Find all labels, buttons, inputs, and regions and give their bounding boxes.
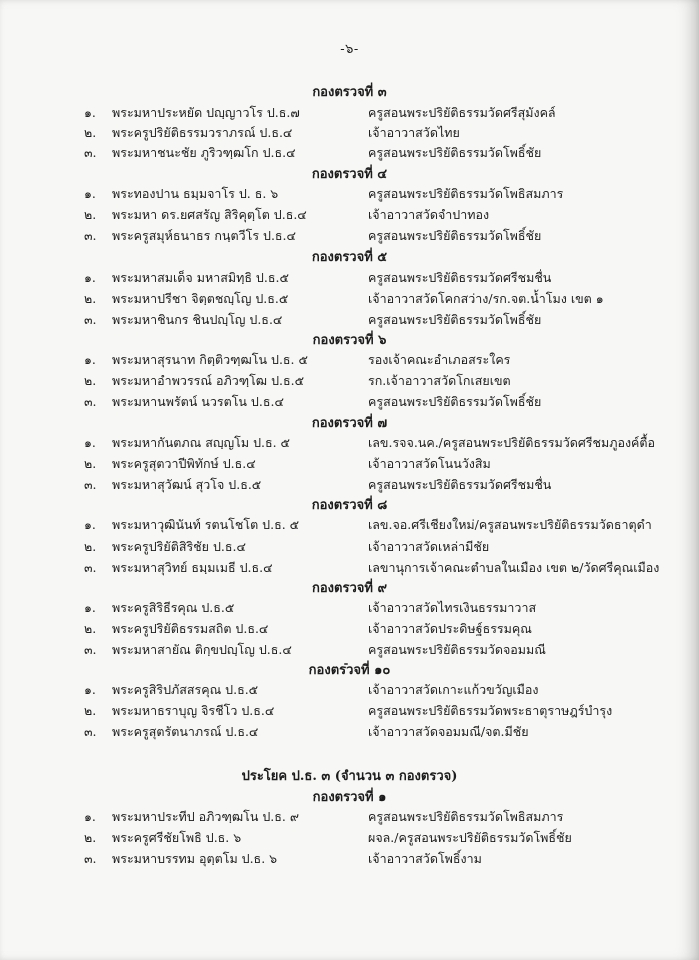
item-number: ๓.	[84, 724, 97, 739]
examiner-position: เจ้าอาวาสวัดประดิษฐ์ธรรมคุณ	[368, 621, 532, 636]
examiner-name: พระมหาประทีป อภิวฑฺฒโน ป.ธ. ๙	[112, 809, 299, 824]
examiner-name: พระมหาชินกร ชินปญฺโญ ป.ธ.๔	[112, 312, 283, 327]
examiner-position: รองเจ้าคณะอำเภอสระใคร	[368, 352, 511, 367]
examiner-position: ครูสอนพระปริยัติธรรมวัดโพธิ์ชัย	[368, 228, 542, 243]
examiner-position: เจ้าอาวาสวัดโคกสว่าง/รก.จต.น้ำโมง เขต ๑	[368, 291, 604, 306]
examiner-name: พระมหาธราบุญ จิรชีโว ป.ธ.๔	[112, 703, 275, 718]
examiner-name: พระมหาสุวิทย์ ธมฺมเมธี ป.ธ.๔	[112, 560, 273, 575]
item-number: ๓.	[84, 312, 97, 327]
item-number: ๒.	[84, 621, 97, 636]
examiner-name: พระมหาบรรทม อุตฺตโม ป.ธ. ๖	[112, 851, 278, 866]
examiner-position: ครูสอนพระปริยัติธรรมวัดโพธิสมภาร	[368, 809, 564, 824]
examiner-name: พระครูสมุห์ธนาธร กนฺตวีโร ป.ธ.๔	[112, 228, 296, 243]
examiner-name: พระมหาสุรนาท กิตฺติวฑฺฒโน ป.ธ. ๕	[112, 352, 308, 367]
examiner-name: พระมหาวุฒินันท์ รตนโชโต ป.ธ. ๕	[112, 517, 300, 532]
examiner-name: พระครูปริยัติสิริชัย ป.ธ.๔	[112, 539, 246, 554]
examiner-position: ครูสอนพระปริยัติธรรมวัดโพธิ์ชัย	[368, 394, 542, 409]
examiner-position: เลข.จอ.ศรีเชียงใหม่/ครูสอนพระปริยัติธรรมวัดธาตุดำ	[368, 517, 652, 532]
item-number: ๒.	[84, 207, 97, 222]
item-number: ๓.	[84, 477, 97, 492]
item-number: ๓.	[84, 851, 97, 866]
item-number: ๑.	[84, 435, 96, 450]
group-heading: กองตรวจที่ ๕	[311, 250, 388, 265]
examiner-position: เจ้าอาวาสวัดโนนวังสิม	[368, 456, 491, 471]
item-number: ๒.	[84, 125, 97, 140]
section-title: ประโยค ป.ธ. ๓ (จำนวน ๓ กองตรวจ)	[241, 769, 458, 784]
examiner-name: พระมหาชนะชัย ภูริวฑฺฒโก ป.ธ.๔	[112, 145, 296, 160]
examiner-position: ครูสอนพระปริยัติธรรมวัดศรีสุมังคล์	[368, 105, 556, 120]
examiner-name: พระมหาสุวัฒน์ สุวโจ ป.ธ.๕	[112, 477, 262, 492]
item-number: ๑.	[84, 186, 96, 201]
examiner-position: เจ้าอาวาสวัดเกาะแก้วขวัญเมือง	[368, 682, 539, 697]
item-number: ๒.	[84, 373, 97, 388]
examiner-name: พระมหาประหยัด ปญฺญาวโร ป.ธ.๗	[112, 105, 300, 120]
item-number: ๑.	[84, 682, 96, 697]
examiner-position: เจ้าอาวาสวัดเหล่ามีชัย	[368, 539, 490, 554]
examiner-position: รก.เจ้าอาวาสวัดโกเสยเขต	[368, 373, 511, 388]
examiner-name: พระครูศรีชัยโพธิ ป.ธ. ๖	[112, 830, 242, 845]
group-heading: กองตรวจที่ ๔	[311, 167, 388, 182]
item-number: ๒.	[84, 539, 97, 554]
item-number: ๓.	[84, 145, 97, 160]
item-number: ๓.	[84, 560, 97, 575]
item-number: ๓.	[84, 228, 97, 243]
examiner-name: พระมหา ดร.ยศสรัญ สิริคุตฺโต ป.ธ.๔	[112, 207, 307, 222]
examiner-name: พระทองปาน ธมฺมจาโร ป. ธ. ๖	[112, 186, 279, 201]
examiner-position: เจ้าอาวาสวัดไทย	[368, 125, 460, 140]
examiner-position: เจ้าอาวาสวัดจอมมณี/จต.มีชัย	[368, 724, 529, 739]
examiner-name: พระครูสุตรัตนาภรณ์ ป.ธ.๔	[112, 724, 259, 739]
examiner-position: เจ้าอาวาสวัดจำปาทอง	[368, 207, 490, 222]
group-heading: กองตรวจที่ ๘	[311, 498, 388, 513]
page-number: -๖-	[340, 42, 359, 57]
examiner-name: พระครูปริยัติธรรมสถิต ป.ธ.๔	[112, 621, 269, 636]
item-number: ๒.	[84, 703, 97, 718]
group-heading: กองตรวจที่ ๗	[311, 416, 388, 431]
examiner-position: เลข.รจจ.นค./ครูสอนพระปริยัติธรรมวัดศรีชมภูองค์ตื้อ	[368, 435, 656, 450]
examiner-name: พระมหาปรีชา จิตฺตชญฺโญ ป.ธ.๕	[112, 291, 289, 306]
examiner-name: พระมหากันตภณ สญฺญโม ป.ธ. ๕	[112, 435, 291, 450]
examiner-position: ครูสอนพระปริยัติธรรมวัดศรีชมชื่น	[368, 270, 552, 285]
examiner-name: พระครูปริยัติธรรมวราภรณ์ ป.ธ.๔	[112, 125, 293, 140]
examiner-name: พระมหาสมเด็จ มหาสมิทฺธิ ป.ธ.๕	[112, 270, 289, 285]
examiner-position: ผจล./ครูสอนพระปริยัติธรรมวัดโพธิ์ชัย	[368, 830, 572, 845]
examiner-name: พระครูสิริปภัสสรคุณ ป.ธ.๕	[112, 682, 259, 697]
examiner-position: ครูสอนพระปริยัติธรรมวัดจอมมณี	[368, 642, 546, 657]
examiner-name: พระมหานพรัตน์ นวรตโน ป.ธ.๔	[112, 394, 284, 409]
examiner-name: พระมหาอำพวรรณ์ อภิวฑฺโฒ ป.ธ.๕	[112, 373, 305, 388]
group-heading: กองตรวจที่ ๙	[312, 581, 387, 596]
examiner-position: ครูสอนพระปริยัติธรรมวัดศรีชมชื่น	[368, 477, 552, 492]
examiner-position: ครูสอนพระปริยัติธรรมวัดโพธิสมภาร	[368, 186, 564, 201]
item-number: ๑.	[84, 600, 96, 615]
item-number: ๑.	[84, 517, 96, 532]
item-number: ๑.	[84, 352, 96, 367]
item-number: ๒.	[84, 830, 97, 845]
examiner-name: พระมหาสายัณ ติกฺขปญฺโญ ป.ธ.๔	[112, 642, 292, 657]
item-number: ๑.	[84, 105, 96, 120]
examiner-position: เจ้าอาวาสวัดไทรเงินธรรมาวาส	[368, 600, 537, 615]
examiner-position: ครูสอนพระปริยัติธรรมวัดโพธิ์ชัย	[368, 312, 542, 327]
item-number: ๒.	[84, 291, 97, 306]
examiner-position: เลขานุการเจ้าคณะตำบลในเมือง เขต ๒/วัดศรีคุณเมือง	[368, 560, 660, 575]
examiner-position: ครูสอนพระปริยัติธรรมวัดโพธิ์ชัย	[368, 145, 542, 160]
group-heading: กองตรวจที่ ๓	[312, 85, 387, 100]
item-number: ๓.	[84, 642, 97, 657]
item-number: ๑.	[84, 270, 96, 285]
examiner-position: ครูสอนพระปริยัติธรรมวัดพระธาตุราษฎร์บำรุง	[368, 703, 613, 718]
item-number: ๓.	[84, 394, 97, 409]
examiner-position: เจ้าอาวาสวัดโพธิ์งาม	[368, 851, 482, 866]
examiner-name: พระครูสุตวาปีพิทักษ์ ป.ธ.๔	[112, 456, 256, 471]
examiner-name: พระครูสิริธีรคุณ ป.ธ.๕	[112, 600, 235, 615]
group-heading: กองตรวจที่ ๑	[312, 790, 387, 805]
item-number: ๑.	[84, 809, 96, 824]
group-heading: กองตรวจที่ ๖	[312, 333, 387, 348]
item-number: ๒.	[84, 456, 97, 471]
group-heading: กองตรวจที่ ๑๐	[308, 663, 391, 678]
